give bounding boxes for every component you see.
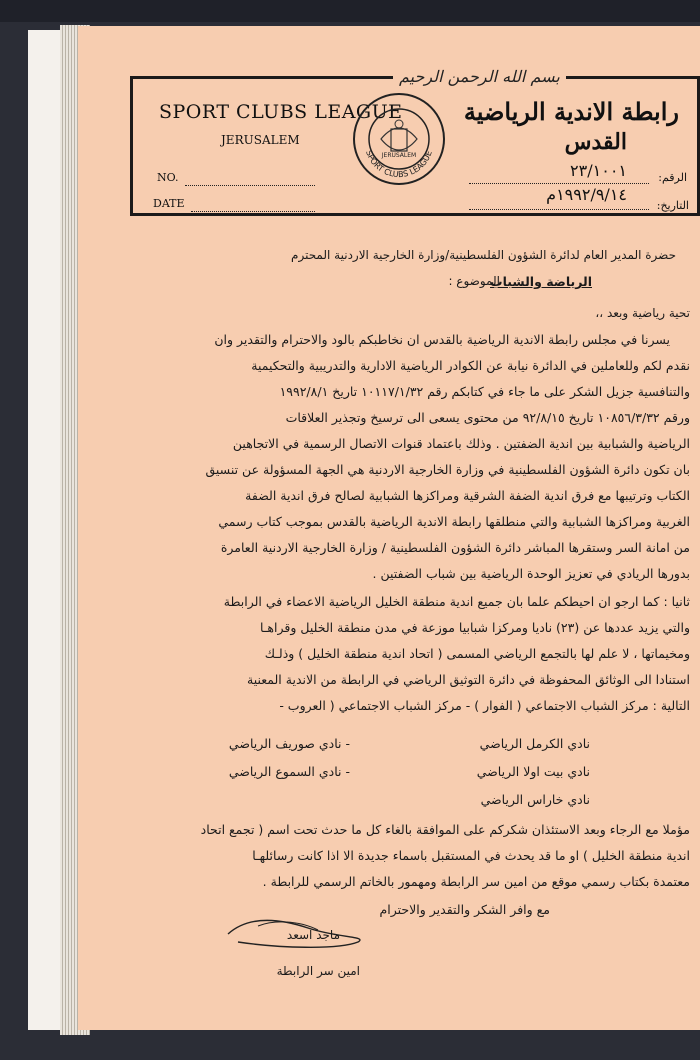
body-line: الرياضية والشبابية بين اندية الضفتين . وذلك باعتماد قنوات الاتصال الرسمية في الاتجاهين: [232, 436, 690, 451]
closing-line: مؤملا مع الرجاء وبعد الاستئذان شكركم على الموافقة بالغاء كل ما حدث تحت اسم ( تجمع اتحاد: [200, 822, 690, 837]
closing-line: اندية منطقة الخليل ) او ما قد يحدث في المستقبل باسماء جديدة الا اذا كانت رسائلهـا: [252, 848, 690, 863]
body-line: والتنافسية جزيل الشكر على ما جاء في كتابكم رقم ١٠١١٧/١/٣٢ تاريخ ١٩٩٢/٨/١: [279, 384, 690, 399]
ref-label-ar: الرقم:: [658, 171, 687, 184]
date-line-ar: [469, 209, 649, 210]
date-value: ١٩٩٢/٩/١٤م: [546, 185, 627, 204]
basmala: بسم الله الرحمن الرحيم: [393, 67, 566, 86]
club-list-item: نادي الكرمل الرياضي: [479, 736, 590, 751]
closing-line: مع وافر الشكر والتقدير والاحترام: [379, 902, 550, 917]
svg-text:SPORT CLUBS LEAGUE: SPORT CLUBS LEAGUE: [364, 149, 434, 180]
league-seal-logo: [351, 91, 447, 187]
svg-text:JERUSALEM: JERUSALEM: [381, 152, 417, 159]
subject: الرياضة والشباب: [490, 274, 592, 289]
body-line: ثانيا : كما ارجو ان احيطكم علما بان جميع اندية منطقة الخليل الرياضية الاعضاء في الرابطة: [223, 594, 690, 609]
body-line: بدورها الريادي في تعزيز الوحدة الرياضية بين شباب الضفتين .: [372, 566, 690, 581]
addressee: حضرة المدير العام لدائرة الشؤون الفلسطينية/وزارة الخارجية الاردنية المحترم: [291, 248, 676, 262]
city-ar: القدس: [564, 129, 627, 155]
letterhead-box: [130, 67, 700, 216]
club-list-item: نادي خاراس الرياضي: [480, 792, 590, 807]
binder-top: [0, 0, 700, 22]
date-label-ar: التاريخ:: [656, 199, 689, 212]
body-line: الكتاب وترتيبها مع فرق اندية الضفة الشرقية ومراكزها الشبابية لصالح فرق اندية الضفة: [245, 488, 690, 503]
body-line: بان تكون دائرة الشؤون الفلسطينية في وزارة الخارجية الاردنية هي الجهة المسؤولة عن تنسيق: [205, 462, 690, 477]
body-line: استنادا الى الوثائق المحفوظة في دائرة التوثيق الرياضي في الرابطة من الاندية المعنية: [247, 672, 690, 687]
body-line: يسرنا في مجلس رابطة الاندية الرياضية بالقدس ان نخاطبكم بالود والاحترام والتقدير وان: [214, 332, 670, 347]
club-list-item: - نادي السموع الرياضي: [228, 764, 350, 779]
greeting: تحية رياضية وبعد ،،: [595, 306, 690, 320]
subject-label: الموضوع :: [448, 274, 500, 288]
letter-page: [78, 26, 700, 1030]
signer-name: ماجد اسعد: [286, 928, 340, 942]
body-line: نقدم لكم وللعاملين في الدائرة نيابة عن الكوادر الرياضية الادارية والتدريبية والتحكيمية: [251, 358, 690, 373]
signer-title: امين سر الرابطة: [276, 964, 360, 978]
body-line: ومخيماتها ، لا علم لها بالتجمع الرياضي المسمى ( اتحاد اندية منطقة الخليل ) وذلـك: [264, 646, 690, 661]
ref-line-ar: [469, 183, 649, 184]
body-line: ورقم ١٠٨٥٦/٣/٣٢ تاريخ ٩٢/٨/١٥ من محتوى يسعى الى ترسيخ وتجذير العلاقات: [285, 410, 690, 425]
org-name-ar: رابطة الاندية الرياضية: [463, 97, 679, 126]
body-line: الغربية ومراكزها الشبابية والتي منطلقها رابطة الاندية الرياضية بالقدس بموجب كتاب رسمي: [218, 514, 690, 529]
body-line: التالية : مركز الشباب الاجتماعي ( الفوار ) - مركز الشباب الاجتماعي ( العروب -: [279, 698, 690, 713]
ref-no-label-en: NO.: [157, 171, 179, 184]
city-en: JERUSALEM: [221, 133, 300, 147]
org-name-en: SPORT CLUBS LEAGUE: [159, 101, 403, 123]
body-line: من امانة السر وستقرها المباشر دائرة الشؤون الفلسطينية / وزارة الخارجية الاردنية العامرة: [220, 540, 690, 555]
ref-no-line-en: [185, 185, 315, 186]
closing-line: معتمدة بكتاب رسمي موقع من امين سر الرابطة ومهمور بالخاتم الرسمي للرابطة .: [262, 874, 690, 889]
ref-value: ٢٣/١٠٠١: [570, 161, 627, 180]
body-line: والتي يزيد عددها عن (٢٣) ناديا ومركزا شبابيا موزعة في مدن منطقة الخليل وقراهـا: [259, 620, 690, 635]
club-list-item: نادي بيت اولا الرياضي: [476, 764, 590, 779]
date-line-en: [191, 211, 315, 212]
date-label-en: DATE: [153, 197, 185, 210]
club-list-item: - نادي صوريف الرياضي: [228, 736, 350, 751]
